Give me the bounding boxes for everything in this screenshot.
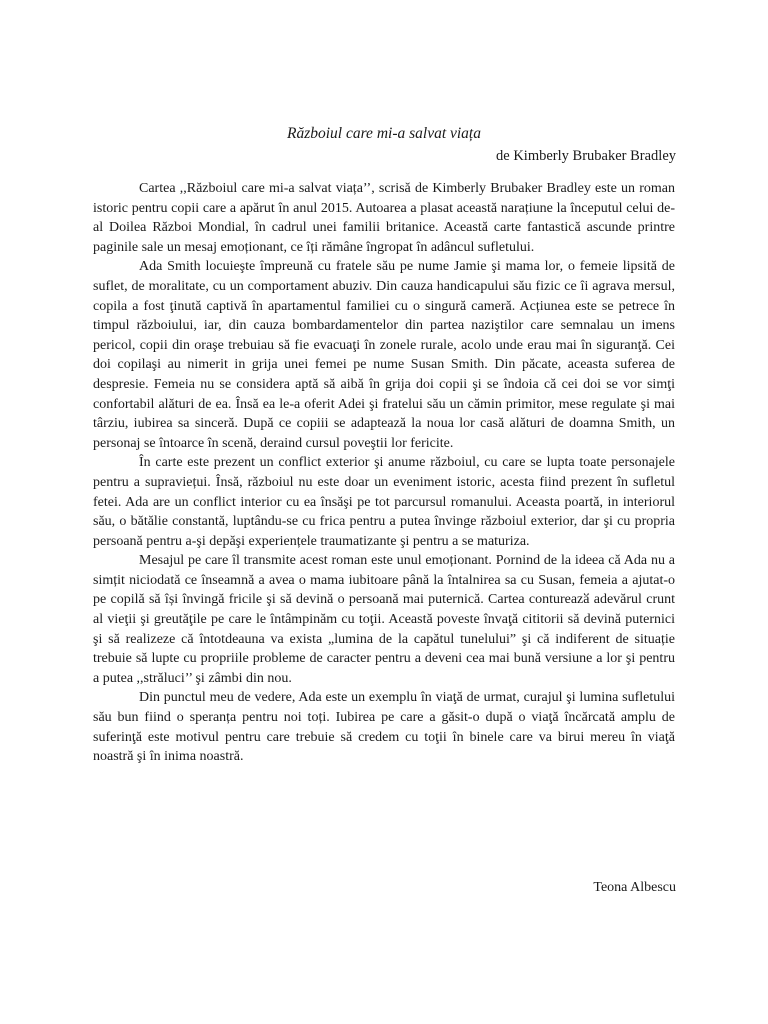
paragraph: În carte este prezent un conflict exterior şi anume războiul, cu care se lupta toate personajele pentru a supraviețui. Însă, războiul nu este doar un eveniment istoric, acesta fiind prezent în sufletul fetei. Ada are un conflict interior cu ea însăşi pe tot parcursul romanului. Aceasta poartă, in interiorul său, o bătălie constantă, luptându-se cu frica pentru a putea învinge războiul exterior, dar şi cu propria persoană pentru a-şi depăşi experiențele traumatizante şi pentru a se maturiza.: [93, 455, 675, 549]
paragraph: Din punctul meu de vedere, Ada este un exemplu în viaţă de urmat, curajul şi lumina sufletului său bun fiind o speranța pentru noi toți. Iubirea pe care a găsit-o după o viaţă încărcată amplu de suferinţă este motivul pentru care trebuie să credem cu toţii în binele care va birui mereu în viaţă noastră şi în inima noastră.: [93, 690, 675, 765]
author-byline: de Kimberly Brubaker Bradley: [496, 148, 676, 164]
paragraph: Mesajul pe care îl transmite acest roman este unul emoționant. Pornind de la ideea că Ada nu a simțit niciodată ce înseamnă a avea o mama iubitoare până la întalnirea sa cu Susan, femeia a ajutat-o pe copilă să își învingă fricile şi să devină o persoană mai puternică. Cartea contureazӑ adevărul crunt al vieţii şi greutăţile pe care le întâmpinăm cu toţii. Această poveste învaţă cititorii să devină puternici şi să realizeze că întotdeauna va exista „lumina de la capătul tunelului” şi că indiferent de situație trebuie să lupte cu propriile probleme de caracter pentru a deveni cea mai bună versiune a lor şi pentru a putea ,,străluci’’ şi zâmbi din nou.: [93, 553, 675, 686]
document-title: Războiul care mi-a salvat viața: [286, 125, 481, 142]
signature: Teona Albescu: [593, 880, 676, 895]
document-body: [93, 179, 675, 767]
paragraph: Cartea ,,Războiul care mi-a salvat viața’’, scrisă de Kimberly Brubaker Bradley este un roman istoric pentru copii care a apărut în anul 2015. Autoarea a plasat această narațiune la începutul celui de-al Doilea Război Mondial, în cadrul unei familii britanice. Această carte fantastică ascunde printre paginile sale un mesaj emoționant, ce îți rămâne îngropat în adâncul sufletului.: [93, 181, 675, 255]
paragraph: Ada Smith locuieşte împreună cu fratele său pe nume Jamie şi mama lor, o femeie lipsită de suflet, de moralitate, cu un comportament abuziv. Din cauza handicapului său fizic ce îi agrava mersul, copila a fost ţinută captivă în apartamentul familiei cu o singură cameră. Acțiunea este se petrece în timpul războiului, iar, din cauza bombardamentelor din partea naziştilor care semnalau un imens pericol, copii din oraşe trebuiau să fie evacuaţi în zonele rurale, acolo unde erau mai în siguranţă. Cei doi copilaşi au nimerit in grija unei femei pe nume Susan Smith. Din păcate, aceasta suferea de despresie. Femeia nu se considera aptă să aibă în grija doi copii şi se îndoia că cei doi se vor simţi confortabil alături de ea. Însă ea le-a oferit Adei şi fratelui său un cămin primitor, mese regulate şi mai târziu, iubirea sa sinceră. După ce copiii se adaptează la noua lor casă alături de doamna Smith, un personaj se întoarce în scenă, deraind cursul poveştii lor fericite.: [93, 259, 675, 451]
